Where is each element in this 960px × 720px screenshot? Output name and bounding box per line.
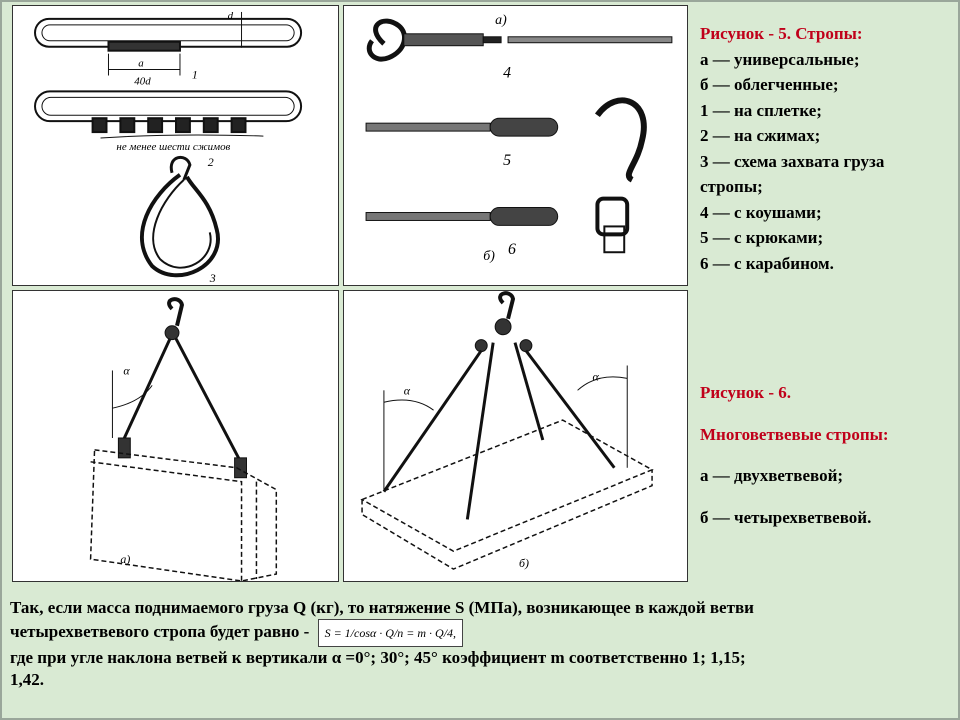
label-alpha-right: α	[592, 369, 599, 384]
label-1: 1	[191, 67, 198, 82]
label-note: не менее шести сжимов	[116, 140, 231, 153]
figure5-item: 4 — с коушами;	[700, 202, 822, 222]
label-5: 5	[503, 151, 512, 169]
figure5-panel-light	[343, 5, 688, 286]
figure6-item: б — четырехветвевой.	[700, 507, 872, 527]
label-6: 6	[508, 241, 516, 259]
label-alpha-left: α	[403, 383, 411, 398]
label-4: 4	[503, 64, 512, 82]
label-b-light: б)	[483, 249, 495, 265]
label-a-two-leg: а)	[120, 552, 131, 567]
figure6-caption	[700, 380, 889, 546]
figure5-item: 1 — на сплетке;	[700, 100, 822, 120]
sling-drawing-universal	[13, 6, 338, 285]
label-a: a	[138, 57, 144, 70]
explanation-line: 1,42.	[10, 670, 44, 689]
sling-drawing-two-leg	[13, 291, 338, 581]
explanation-line-formula	[10, 619, 955, 647]
tension-explanation	[10, 597, 955, 691]
label-40d: 40d	[134, 75, 151, 88]
tension-formula: S = 1/cosα · Q/n = m · Q/4,	[318, 619, 464, 647]
figure5-title: Рисунок - 5. Стропы:	[700, 24, 863, 43]
explanation-text: четырехветвевого стропа будет равно -	[10, 621, 310, 641]
figure5-item: 5 — с крюками;	[700, 228, 824, 247]
label-2: 2	[207, 154, 214, 169]
figure6-subtitle: Многоветвевые стропы:	[700, 424, 889, 444]
sling-drawing-four-leg	[344, 291, 687, 581]
figure6-title: Рисунок - 6.	[700, 383, 792, 402]
figure5-item: 3 — схема захвата груза	[700, 151, 885, 171]
figure5-panel-universal	[12, 5, 339, 286]
sling-drawing-light	[344, 6, 687, 285]
figure5-item: 6 — с карабином.	[700, 253, 834, 273]
label-b-four-leg: б)	[518, 556, 529, 571]
figure5-caption	[700, 21, 884, 276]
label-d: d	[227, 9, 234, 22]
explanation-line: где при угле наклона ветвей к вертикали α =0°; 30°; 45° коэффициент m соответственно 1; 1,15;	[10, 648, 746, 667]
label-3: 3	[209, 271, 216, 285]
figure6-panel-four-leg	[343, 290, 688, 582]
label-alpha-two-leg: α	[123, 363, 130, 378]
figure6-item: а — двухветвевой;	[700, 466, 844, 485]
figure5-item: стропы;	[700, 177, 763, 196]
figure5-item: а — универсальные;	[700, 49, 860, 69]
figure5-item: б — облегченные;	[700, 75, 839, 94]
figure5-item: 2 — на сжимах;	[700, 126, 821, 145]
explanation-line: Так, если масса поднимаемого груза Q (кг), то натяжение S (МПа), возникающее в каждой ветви	[10, 598, 754, 617]
label-a-light: а)	[495, 12, 507, 28]
figure6-panel-two-leg	[12, 290, 339, 582]
